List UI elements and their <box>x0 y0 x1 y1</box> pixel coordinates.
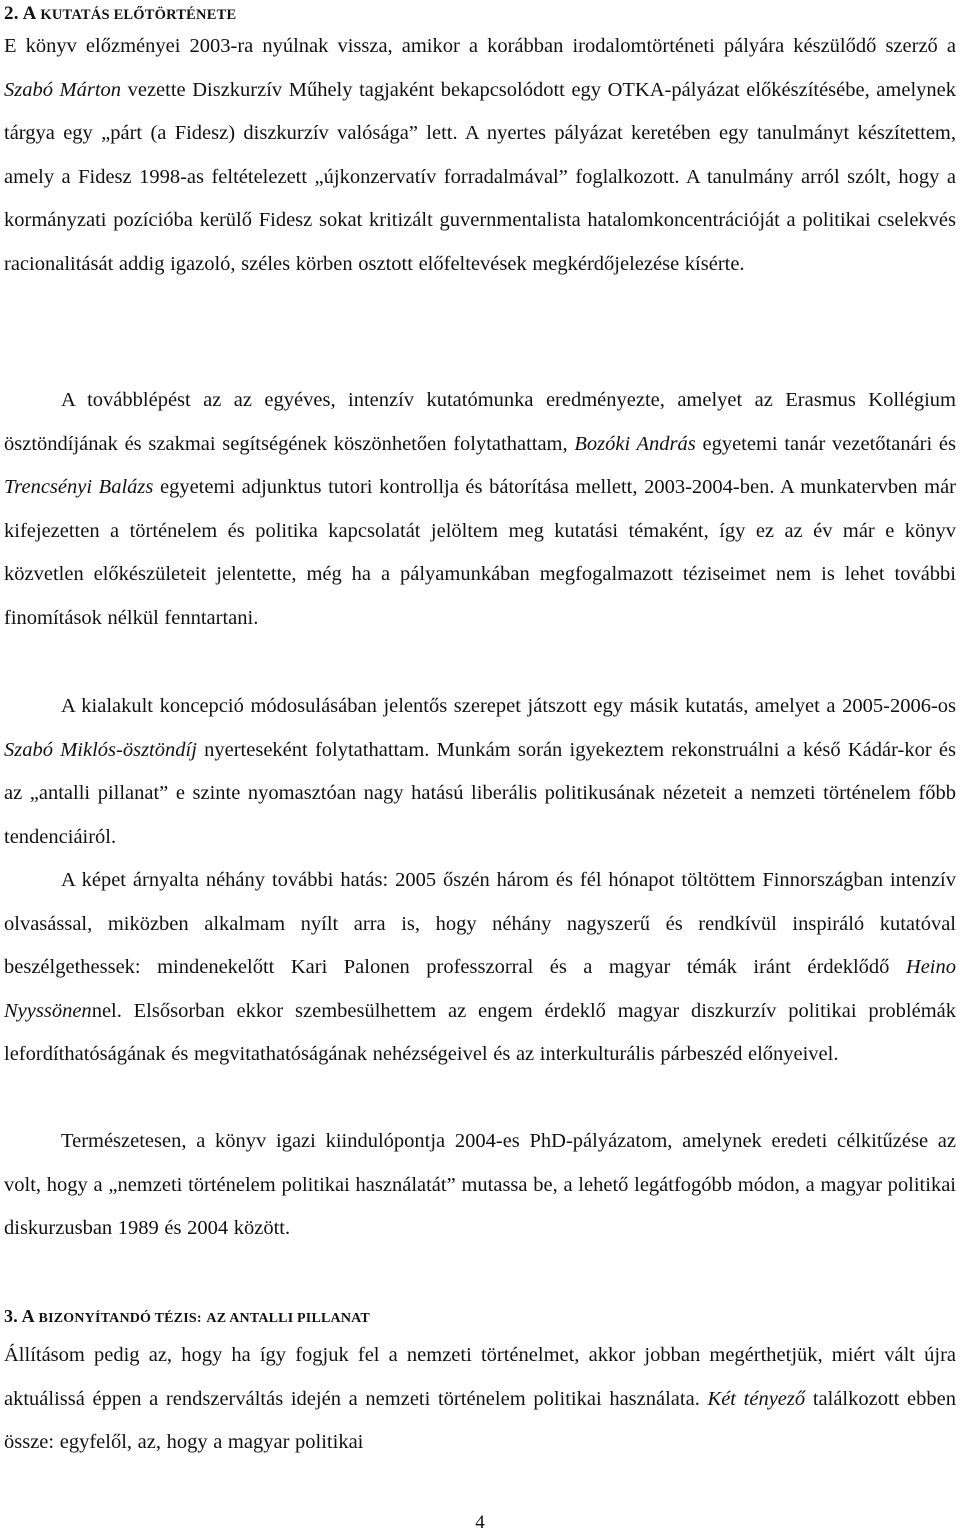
paragraph-text: vezette Diszkurzív Műhely tagjaként bekapcsolódott egy OTKA-pályázat előkészítésébe, amelynek tárgya egy „párt (a Fidesz) diszkurzív valósága” lett. A nyertes pályázat keretében egy tanulmányt készítettem, amely a Fidesz 1998-as feltételezett „újkonzervatív forradalmával” foglalkozott. A tanulmány arról szólt, hogy a kormányzati pozícióba kerülő Fidesz sokat kritizált guvernmentalista hatalomkoncentrációját a politikai cselekvés racionalitását addig igazoló, széles körben osztott előfeltevések megkérdőjelezése kísérte. <box>4 78 956 275</box>
section-title-initial: A <box>21 1306 34 1326</box>
paragraph <box>4 859 956 1077</box>
emphasis: Két tényező <box>707 1387 806 1410</box>
person-name: Trencsényi Balázs <box>4 476 154 498</box>
section-number: 3. <box>4 1306 18 1326</box>
section-heading <box>4 1304 370 1331</box>
paragraph-text: A továbblépést az az egyéves, intenzív kutatómunka eredményezte, amelyet az Erasmus Kollégium ösztöndíjának és szakmai segítségének köszönhetően folytathattam, <box>4 389 956 455</box>
paragraph-text: E könyv előzményei 2003-ra nyúlnak vissza, amikor a korábban irodalomtörténeti pályára készülődő szerző a <box>4 35 956 57</box>
paragraph <box>4 1334 956 1465</box>
paragraph-text: Természetesen, a könyv igazi kiindulópontja 2004-es PhD-pályázatom, amelynek eredeti célkitűzése az volt, hogy a „nemzeti történelem politikai használatát” mutassa be, a lehető legátfogóbb módon, a magyar politikai diskurzusban 1989 és 2004 között. <box>4 1130 956 1239</box>
paragraph-text: egyetemi tanár vezetőtanári és <box>695 432 956 455</box>
section-title: BIZONYÍTANDÓ TÉZIS: <box>38 1311 202 1326</box>
paragraph <box>4 685 956 859</box>
paragraph-text: nyerteseként folytathattam. Munkám során igyekeztem rekonstruálni a késő Kádár-kor és az „antalli pillanat” e szinte nyomasztóan nagy hatású liberális politikusának nézeteit a nemzeti történelem főbb tendenciáiról. <box>4 738 956 848</box>
paragraph-text: A kialakult koncepció módosulásában jelentős szerepet játszott egy másik kutatás, amelyet a 2005-2006-os <box>61 695 956 717</box>
scholarship-name: Szabó Miklós-ösztöndíj <box>4 738 197 761</box>
paragraph-text: Állításom pedig az, hogy ha így fogjuk fel a nemzeti történelmet, akkor jobban megérthetjük, miért vált újra aktuálissá éppen a rendszerváltás idején a nemzeti történelem politikai használata. <box>4 1344 956 1410</box>
section-number: 2. <box>4 3 19 24</box>
person-name: Bozóki András <box>574 432 696 455</box>
page-number: 4 <box>475 1512 485 1533</box>
section-title: AZ ANTALLI PILLANAT <box>206 1311 370 1326</box>
paragraph-text: egyetemi adjunktus tutori kontrollja és bátorítása mellett, 2003-2004-ben. A munkatervben már kifejezetten a történelem és politika kapcsolatát jelöltem meg kutatási témaként, így ez az év már e könyv közvetlen előkészületeit jelentette, még ha a pályamunkában megfogalmazott téziseimet nem is lehet további finomítások nélkül fenntartani. <box>4 476 957 629</box>
person-name: Szabó Márton <box>4 78 122 101</box>
section-heading <box>4 4 236 25</box>
paragraph <box>4 25 956 286</box>
paragraph-text: találkozott ebben össze: egyfelől, az, hogy a magyar politikai <box>4 1387 956 1453</box>
paragraph <box>4 1120 956 1251</box>
paragraph-text: A képet árnyalta néhány további hatás: 2005 őszén három és fél hónapot töltöttem Finnországban intenzív olvasással, miközben alkalmam nyílt arra is, hogy néhány nagyszerű és rendkívül inspiráló kutatóval beszélgethessek: mindenekelőtt Kari Palonen professzorral és a magyar témák iránt érdeklődő <box>4 869 956 978</box>
section-title: KUTATÁS ELŐTÖRTÉNETE <box>40 7 237 23</box>
paragraph-text: nel. Elsősorban ekkor szembesülhettem az engem érdeklő magyar diszkurzív politikai problémák lefordíthatóságának és megvitathatóságának nehézségeivel és az interkulturális párbeszéd előnyeivel. <box>4 999 956 1065</box>
section-title-initial: A <box>22 3 36 24</box>
paragraph <box>4 379 956 640</box>
person-name: Heino Nyyssönen <box>4 956 956 1022</box>
